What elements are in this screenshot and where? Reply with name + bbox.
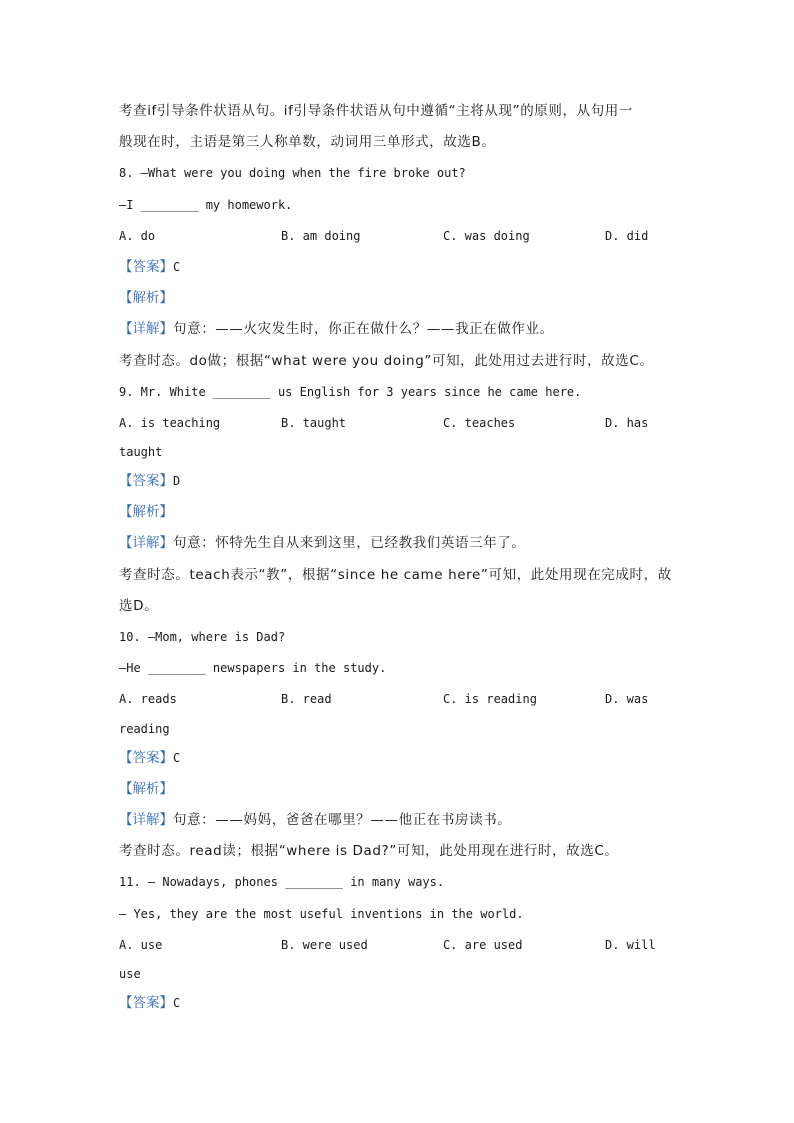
q10-reply: —He ________ newspapers in the study. — [119, 661, 387, 676]
q11-option-a: A. use — [119, 937, 163, 952]
q11-answer-row — [119, 988, 675, 1019]
q10-option-wrap: reading — [119, 721, 170, 736]
q9-detail-row — [119, 528, 675, 559]
intro-line-2: 般现在时，主语是第三人称单数，动词用三单形式，故选B。 — [119, 134, 496, 151]
q9-option-wrap: taught — [119, 445, 163, 460]
q10-answer-tag: 【答案】 — [119, 749, 173, 766]
q10-detail-tag: 【详解】 — [119, 811, 173, 828]
q10-option-d: D. was — [605, 692, 649, 707]
q8-option-b: B. am doing — [281, 228, 361, 243]
q8-detail: 句意：——火灾发生时，你正在做什么？——我正在做作业。 — [173, 321, 554, 338]
q8-option-a: A. do — [119, 228, 156, 243]
q9-options — [119, 408, 675, 439]
q8-answer-row — [119, 252, 675, 283]
q11-option-d: D. will — [605, 937, 656, 952]
q9-option-c: C. teaches — [443, 415, 516, 430]
q9-analysis-tag: 【解析】 — [119, 504, 173, 521]
q10-option-c: C. is reading — [443, 692, 537, 707]
q8-analysis-tag: 【解析】 — [119, 290, 173, 307]
document-page — [119, 96, 675, 1019]
q9-answer: D — [173, 474, 181, 489]
q9-detail: 句意：怀特先生自从来到这里，已经教我们英语三年了。 — [173, 535, 526, 552]
q10-answer: C — [173, 750, 181, 765]
q11-option-wrap: use — [119, 966, 141, 981]
q11-option-b: B. were used — [281, 937, 368, 952]
q10-option-a: A. reads — [119, 692, 177, 707]
q10-explain: 考查时态。read读；根据“where is Dad?”可知，此处用现在进行时，故选C。 — [119, 843, 619, 860]
q8-reply: —I ________ my homework. — [119, 197, 293, 212]
q8-explain: 考查时态。do做；根据“what were you doing”可知，此处用过去进行时，故选C。 — [119, 352, 654, 369]
q10-option-b: B. read — [281, 692, 332, 707]
q11-options — [119, 930, 675, 961]
q8-option-d: D. did — [605, 228, 649, 243]
q8-answer-tag: 【答案】 — [119, 258, 173, 275]
q8-detail-tag: 【详解】 — [119, 321, 173, 338]
q10-options — [119, 684, 675, 715]
intro-line-1: 考查if引导条件状语从句。if引导条件状语从句中遵循“主将从现”的原则，从句用一 — [119, 103, 633, 119]
q10-question: 10. —Mom, where is Dad? — [119, 630, 286, 644]
q9-explain-2: 选D。 — [119, 597, 159, 614]
q10-detail: 句意：——妈妈，爸爸在哪里？——他正在书房读书。 — [173, 811, 512, 828]
q11-option-c: C. are used — [443, 937, 523, 952]
q8-question: 8. —What were you doing when the fire broke out? — [119, 166, 466, 181]
q10-detail-row — [119, 805, 675, 836]
q11-question: 11. — Nowadays, phones ________ in many ways. — [119, 875, 445, 890]
q10-answer-row — [119, 743, 675, 774]
q8-detail-row — [119, 314, 675, 345]
q9-answer-tag: 【答案】 — [119, 473, 173, 490]
q9-answer-row — [119, 466, 675, 497]
q8-answer: C — [173, 259, 181, 274]
q11-reply: — Yes, they are the most useful inventions in the world. — [119, 906, 524, 921]
q9-option-b: B. taught — [281, 415, 347, 430]
q8-options — [119, 221, 675, 252]
q11-answer-tag: 【答案】 — [119, 994, 173, 1011]
q9-detail-tag: 【详解】 — [119, 535, 173, 552]
q9-explain-1: 考查时态。teach表示“教”，根据“since he came here”可知，此处用现在完成时，故 — [119, 566, 672, 583]
q9-option-d: D. has — [605, 415, 649, 430]
q8-option-c: C. was doing — [443, 228, 530, 243]
q11-answer: C — [173, 995, 181, 1010]
q9-question: 9. Mr. White ________ us English for 3 years since he came here. — [119, 384, 582, 399]
q10-analysis-tag: 【解析】 — [119, 780, 173, 797]
q9-option-a: A. is teaching — [119, 415, 221, 430]
